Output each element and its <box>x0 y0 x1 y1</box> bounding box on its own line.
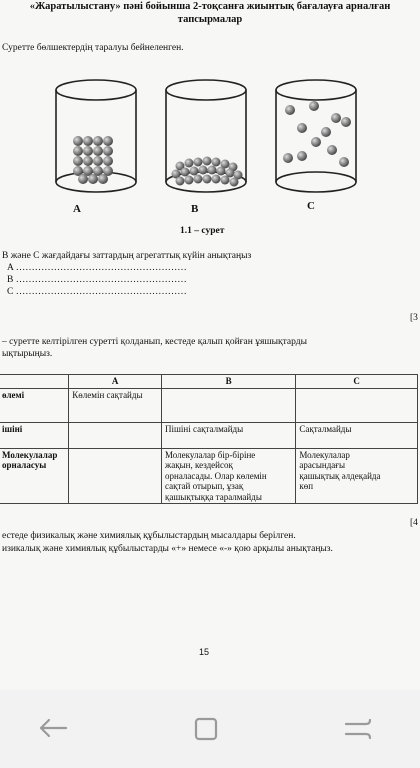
task3-line1: естеде физикалық және химиялық құбылыстардың мысалдары берілген. <box>2 531 296 541</box>
row-label: ішіні <box>0 422 69 448</box>
table-cell: Көлемін сақтайды <box>69 388 162 422</box>
table-header-cell <box>0 375 69 389</box>
answer-line-a: A ……………………………………………… <box>7 263 187 273</box>
task1-question: В және С жағдайдағы заттардың агрегаттық күйін анықтаңыз <box>2 251 252 261</box>
task2-line1: – суретте келтірілген суретті қолданып, кестеде қалып қойған ұяшықтарды <box>2 337 307 347</box>
task2-line2: ықтырыңыз. <box>2 349 53 359</box>
table-cell <box>296 388 418 422</box>
page-number: 15 <box>199 647 210 657</box>
answer-line-b: B ……………………………………………… <box>7 275 187 285</box>
table-header-cell: C <box>296 375 418 389</box>
recents-icon[interactable] <box>193 716 219 742</box>
label-c: C <box>307 200 315 212</box>
table-header-cell: B <box>162 375 296 389</box>
jar-a <box>56 80 136 192</box>
table-row <box>0 422 418 448</box>
figure-caption: 1.1 – сурет <box>180 226 225 236</box>
doc-title-line1: «Жаратылыстану» пәні бойынша 2-тоқсанға жиынтық бағалауға арналған <box>29 1 391 12</box>
particle-jars-figure <box>40 70 380 200</box>
label-b: B <box>191 203 199 215</box>
label-a: A <box>73 203 81 215</box>
table-header-row <box>0 375 418 389</box>
table-score: [4 <box>410 518 418 528</box>
navigation-bar <box>0 690 420 768</box>
table-cell <box>69 448 162 504</box>
jar-b <box>166 80 246 192</box>
home-icon[interactable] <box>342 716 374 742</box>
table-cell: Молекулалар бір-біріне жақын, кездейсоқ орналасады. Олар көлемін сақтай отырып, ұзақ қашықтыққа таралмайды <box>162 448 296 504</box>
row-label: Молекулалар орналасуы <box>0 448 69 504</box>
back-icon[interactable] <box>36 716 70 740</box>
table-cell <box>162 388 296 422</box>
task1-intro: Суретте бөлшектердің таралуы бейнеленген. <box>2 43 184 53</box>
task3-line2: изикалық және химиялық құбылыстарды «+» немесе «-» қою арқылы анықтаңыз. <box>2 544 333 554</box>
table-header-cell: A <box>69 375 162 389</box>
table-row <box>0 388 418 422</box>
table-cell: Молекулалар арасындағы қашықтық әлдеқайда көп <box>296 448 418 504</box>
task1-score: [3 <box>410 313 418 323</box>
table-cell: Сақталмайды <box>296 422 418 448</box>
table-row <box>0 448 418 504</box>
table-cell <box>69 422 162 448</box>
table-cell: Пішіні сақталмайды <box>162 422 296 448</box>
row-label: өлемі <box>0 388 69 422</box>
answer-line-c: C ……………………………………………… <box>7 287 187 297</box>
jar-c <box>276 80 356 192</box>
states-table <box>0 374 418 504</box>
doc-title-line2: тапсырмалар <box>177 14 243 25</box>
